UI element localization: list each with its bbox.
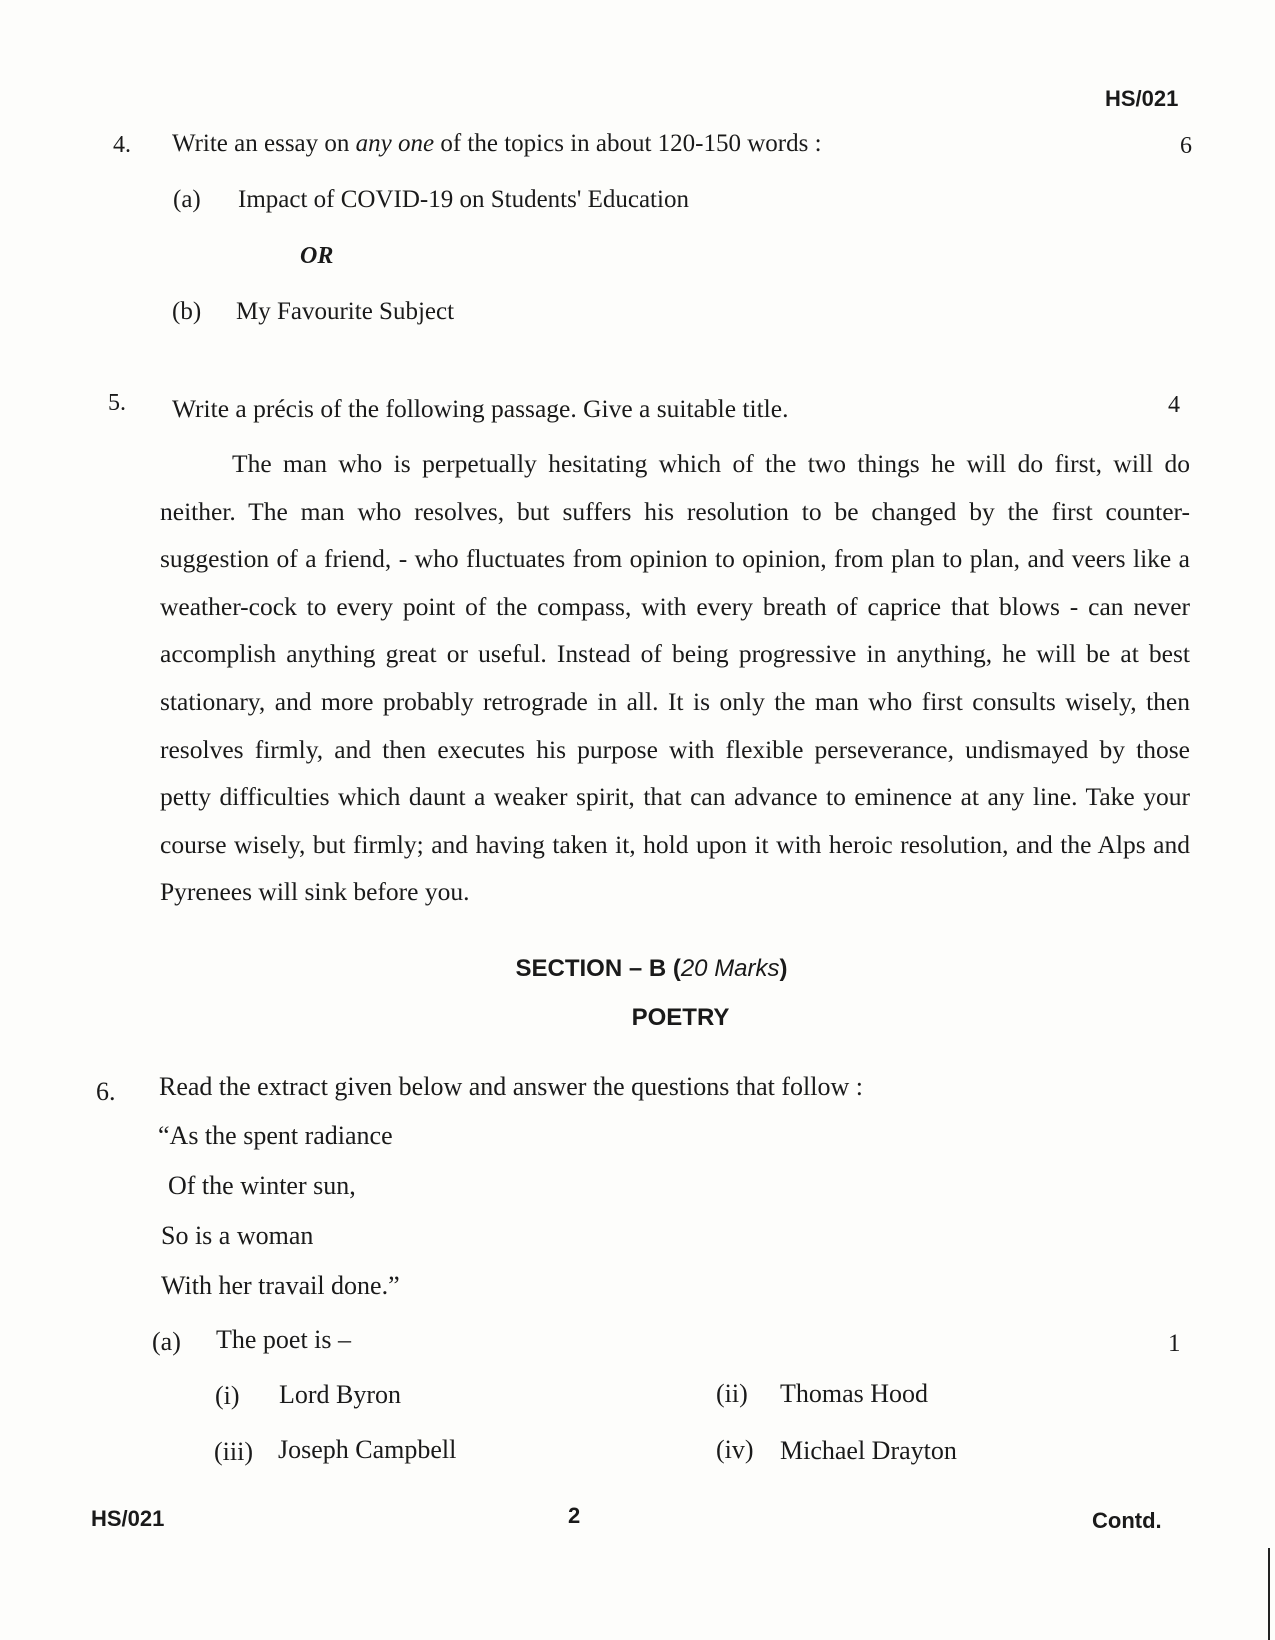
- question-6a-label: (a): [152, 1327, 181, 1356]
- question-4-option-b-text: My Favourite Subject: [236, 298, 455, 325]
- extract-line-3: So is a woman: [161, 1221, 314, 1250]
- footer-page-number: 2: [568, 1503, 581, 1528]
- question-4-option-a-text: Impact of COVID-19 on Students' Education: [238, 186, 689, 213]
- question-4-prompt: Write an essay on any one of the topics in about 120-150 words :: [172, 130, 822, 157]
- choice-iv-label: (iv): [716, 1435, 754, 1464]
- question-6a-text: The poet is –: [216, 1325, 352, 1354]
- precis-passage: The man who is perpetually hesitating which of the two things he will do first, will do neither. The man who resolves, but suffers his resolution to be changed by the first counter-suggestion of a friend, - who fluctuates from opinion to opinion, from plan to plan, and veers like a weather-cock to every point of the compass, with every breath of caprice that blows - can never accomplish anything great or useful. Instead of being progressive in anything, he will be at best stationary, and more probably retrograde in all. It is only the man who first consults wisely, then resolves firmly, and then executes his purpose with flexible perseverance, undismayed by those petty difficulties which daunt a weaker spirit, that can advance to eminence at any line. Take your course wisely, but firmly; and having taken it, hold upon it with heroic resolution, and the Alps and Pyrenees will sink before you.: [160, 449, 1190, 907]
- extract-line-2: Of the winter sun,: [168, 1171, 356, 1200]
- section-b-title: SECTION – B (20 Marks): [515, 955, 788, 982]
- choice-iii-text: Joseph Campbell: [278, 1435, 457, 1464]
- question-5-number: 5.: [108, 390, 126, 416]
- question-5-marks: 4: [1168, 392, 1180, 418]
- page-code-header: HS/021: [1105, 86, 1179, 111]
- section-b-subtitle: POETRY: [631, 1004, 730, 1031]
- choice-iii-label: (iii): [214, 1437, 253, 1466]
- question-6a-marks: 1: [1168, 1330, 1181, 1357]
- choice-i-label: (i): [215, 1381, 240, 1410]
- choice-iv-text: Michael Drayton: [780, 1436, 957, 1465]
- question-4-option-a-label: (a): [173, 186, 201, 213]
- question-4-marks: 6: [1180, 133, 1192, 159]
- question-4-option-b-label: (b): [172, 298, 202, 325]
- extract-line-4: With her travail done.”: [161, 1271, 400, 1300]
- question-4-number: 4.: [113, 132, 131, 158]
- extract-line-1: “As the spent radiance: [158, 1121, 393, 1150]
- footer-contd: Contd.: [1092, 1508, 1162, 1533]
- question-6-number: 6.: [96, 1077, 116, 1106]
- question-5-prompt: Write a précis of the following passage. Give a suitable title.: [172, 394, 789, 423]
- footer-code: HS/021: [91, 1506, 165, 1531]
- choice-ii-label: (ii): [716, 1379, 748, 1408]
- choice-i-text: Lord Byron: [279, 1380, 402, 1409]
- question-6-prompt: Read the extract given below and answer the questions that follow :: [159, 1072, 863, 1101]
- scan-edge-line: [1268, 1548, 1270, 1640]
- question-4-or: OR: [300, 243, 334, 269]
- choice-ii-text: Thomas Hood: [780, 1379, 929, 1408]
